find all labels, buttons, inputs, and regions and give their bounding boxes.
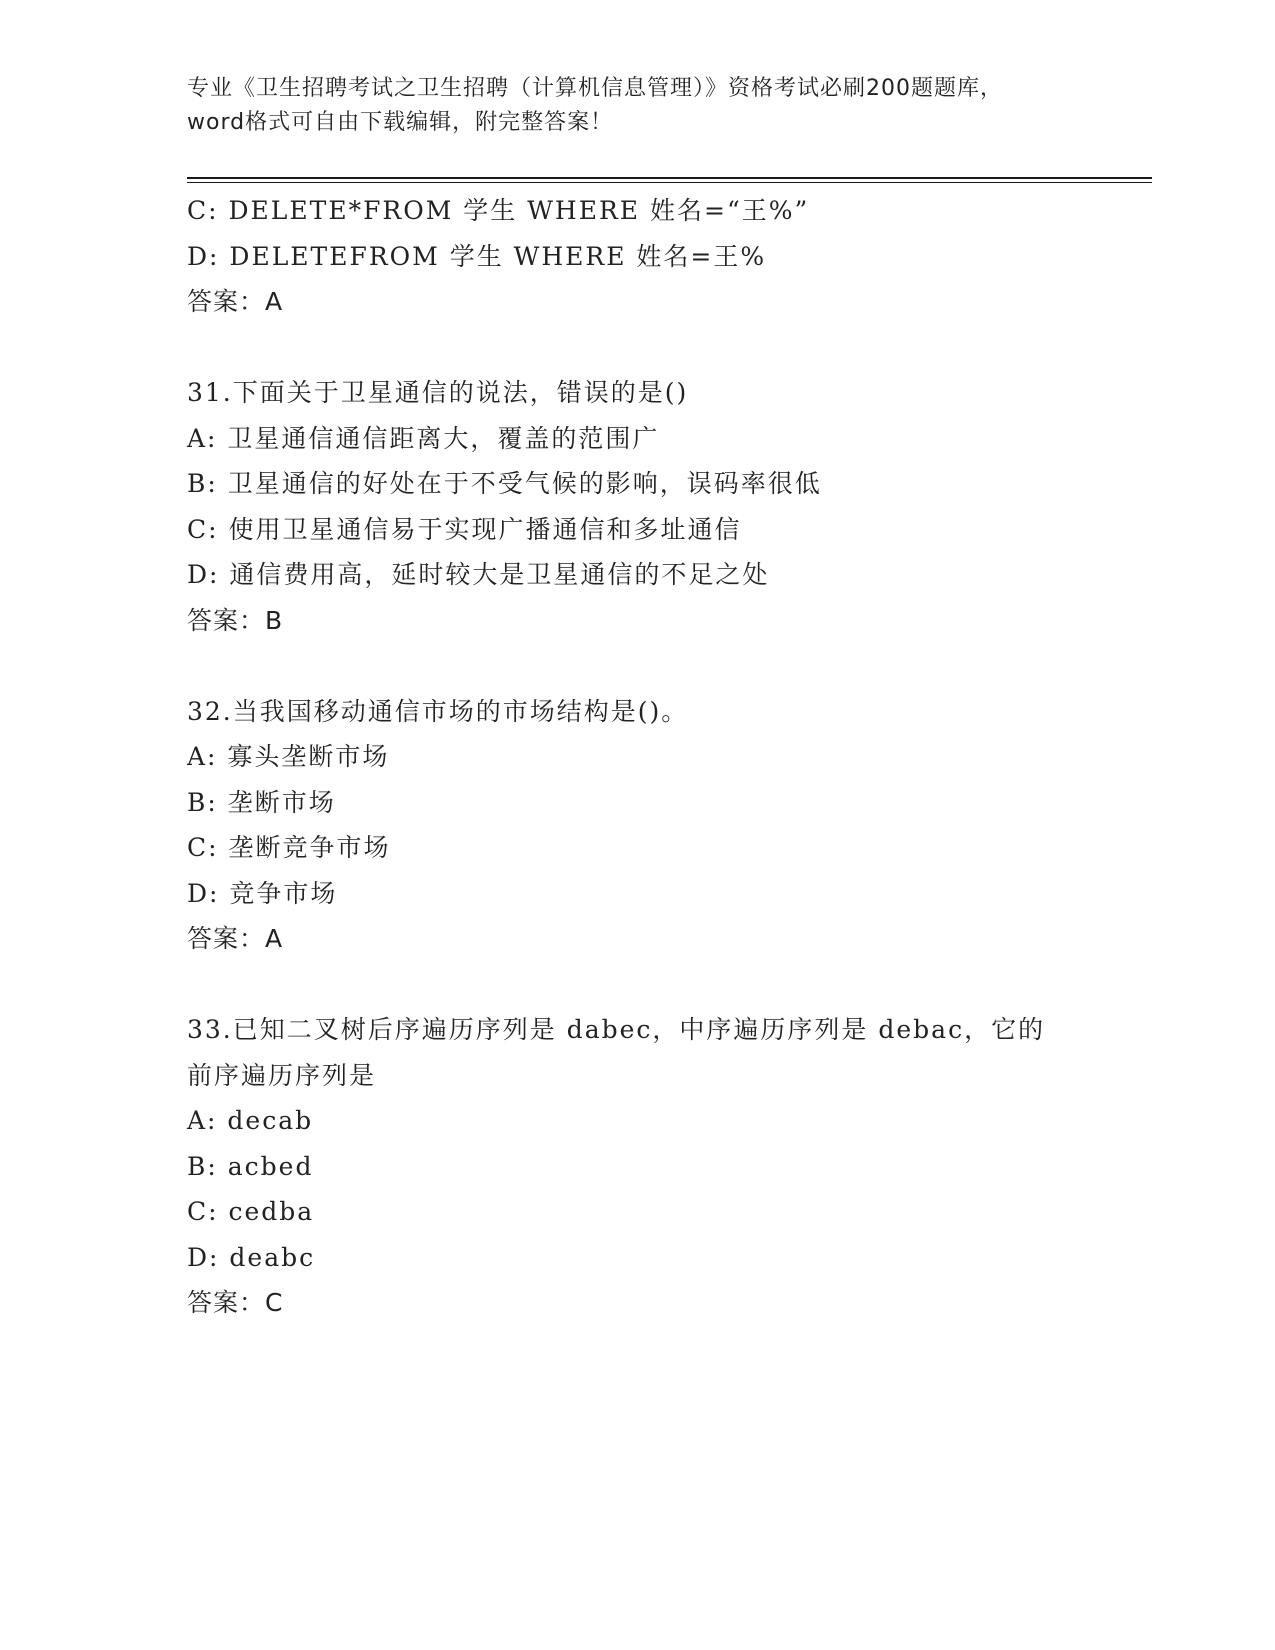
question-text-line-1: 33.已知二叉树后序遍历序列是 dabec，中序遍历序列是 debac，它的	[187, 1015, 1046, 1044]
option-d: D: DELETEFROM 学生 WHERE 姓名=王%	[187, 241, 767, 271]
header-line-2: word格式可自由下载编辑，附完整答案！	[187, 110, 614, 135]
header-divider-thick	[187, 177, 1152, 179]
option-a: A: 卫星通信通信距离大，覆盖的范围广	[187, 423, 660, 453]
answer-label: 答案：A	[187, 924, 284, 953]
spacer	[187, 643, 1087, 689]
option-b: B: 垄断市场	[187, 787, 336, 817]
answer-label: 答案：C	[187, 1288, 284, 1317]
question-text: 32.当我国移动通信市场的市场结构是()。	[187, 696, 689, 726]
question-list	[187, 188, 1087, 1326]
question-block-previous	[187, 188, 1087, 325]
option-d: D: 竞争市场	[187, 878, 338, 908]
header-line-1: 专业《卫生招聘考试之卫生招聘（计算机信息管理）》资格考试必刷200题题库，	[187, 76, 1003, 101]
question-block-32	[187, 689, 1087, 962]
option-c: C: 垄断竞争市场	[187, 833, 391, 862]
answer-label: 答案：B	[187, 605, 284, 635]
option-a: A: decab	[187, 1106, 314, 1135]
option-d: D: 通信费用高，延时较大是卫星通信的不足之处	[187, 560, 770, 589]
question-block-31	[187, 370, 1087, 643]
option-c: C: cedba	[187, 1197, 315, 1226]
document-header	[187, 72, 1087, 140]
spacer	[187, 325, 1087, 371]
option-a: A: 寡头垄断市场	[187, 742, 390, 771]
spacer	[187, 962, 1087, 1008]
question-text: 31.下面关于卫星通信的说法，错误的是()	[187, 378, 689, 407]
option-b: B: 卫星通信的好处在于不受气候的影响，误码率很低	[187, 469, 822, 498]
question-text-line-2: 前序遍历序列是	[187, 1060, 377, 1090]
option-c: C: 使用卫星通信易于实现广播通信和多址通信	[187, 514, 742, 544]
answer-label: 答案：A	[187, 287, 284, 316]
option-d: D: deabc	[187, 1242, 316, 1272]
question-block-33	[187, 1007, 1087, 1326]
option-c: C: DELETE*FROM 学生 WHERE 姓名=“王%”	[187, 196, 810, 225]
header-divider-thin	[187, 182, 1152, 183]
option-b: B: acbed	[187, 1151, 314, 1181]
